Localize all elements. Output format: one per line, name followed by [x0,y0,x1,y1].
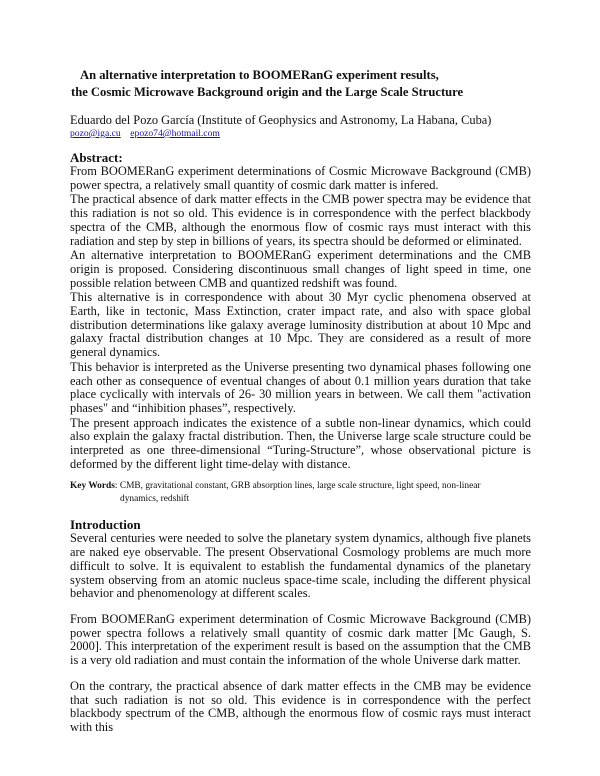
email-link-1[interactable]: pozo@iga.cu [70,128,121,139]
introduction-paragraph: Several centuries were needed to solve the planetary system dynamics, although five planets are naked eye observable. The present Observational Cosmology problems are much more difficult to solve. It is equivalent to establish the fundamental dynamics of the planetary system observing from an atomic nucleus space-time scale, including the different physical behavior and phenomenology at different scales. [70,531,531,601]
keywords-line-2: dynamics, redshift [120,494,190,505]
introduction-paragraph: From BOOMERanG experiment determination of Cosmic Microwave Background (CMB) power spectra follows a relatively small quantity of cosmic dark matter [Mc Gaugh, S. 2000]. This interpretation of the experiment result is based on the assumption that the CMB is a very old radiation and must contain the information of the whole Universe dark matter. [70,611,531,668]
abstract-body [70,165,531,471]
author-line: Eduardo del Pozo García (Institute of Geophysics and Astronomy, La Habana, Cuba) [70,113,492,127]
title-line-2: the Cosmic Microwave Background origin and the Large Scale Structure [71,85,464,99]
introduction-paragraph: On the contrary, the practical absence of dark matter effects in the CMB may be evidence that such radiation is not so old. This evidence is in correspondence with the perfect blackbody spectrum of the CMB, although the enormous flow of cosmic rays must interact with this [70,678,531,734]
keywords [70,480,531,506]
email-link-2[interactable]: epozo74@hotmail.com [130,128,220,139]
keywords-label: Key Words [70,481,115,492]
introduction-body [70,532,531,734]
abstract-paragraph: The practical absence of dark matter effects in the CMB power spectra may be evidence that this radiation is not so old. This evidence is in correspondence with the perfect blackbody spectra of the CMB, although the enormous flow of cosmic rays must interact with this radiation and step by step in billions of years, its spectra should be deformed or eliminated. [70,192,531,248]
abstract-heading: Abstract: [70,150,123,165]
introduction-heading: Introduction [70,517,141,533]
abstract-paragraph: From BOOMERanG experiment determinations of Cosmic Microwave Background (CMB) power spectra, a relatively small quantity of cosmic dark matter is infered. [70,164,531,192]
keywords-line-1: : CMB, gravitational constant, GRB absorption lines, large scale structure, light speed, non-linear [114,481,481,492]
abstract-paragraph: This alternative is in correspondence with about 30 Myr cyclic phenomena observed at Earth, like in tectonic, Mass Extinction, crater impact rate, and also with space global distribution determinations like galaxy average luminosity distribution at about 10 Mpc and galaxy fractal distribution changes at 10 Mpc. They are considered as a result of more general dynamics. [70,290,531,360]
title-line-1: An alternative interpretation to BOOMERanG experiment results, [80,68,439,82]
abstract-paragraph: The present approach indicates the existence of a subtle non-linear dynamics, which could also explain the galaxy fractal distribution. Then, the Universe large scale structure could be interpreted as one three-dimensional “Turing-Structure”, whose observational picture is deformed by the different light time-delay with distance. [70,415,531,471]
abstract-paragraph: An alternative interpretation to BOOMERanG experiment determinations and the CMB origin is proposed. Considering discontinuous small changes of light speed in time, one possible relation between CMB and quantized redshift was found. [70,248,531,290]
document-page [70,0,531,757]
email-links [70,127,531,140]
abstract-paragraph: This behavior is interpreted as the Universe presenting two dynamical phases following one each other as consequence of eventual changes of about 0.1 million years duration that take place cyclically with intervals of 26- 30 million years in between. We call them "activation phases" and “inhibition phases”, respectively. [70,359,531,415]
